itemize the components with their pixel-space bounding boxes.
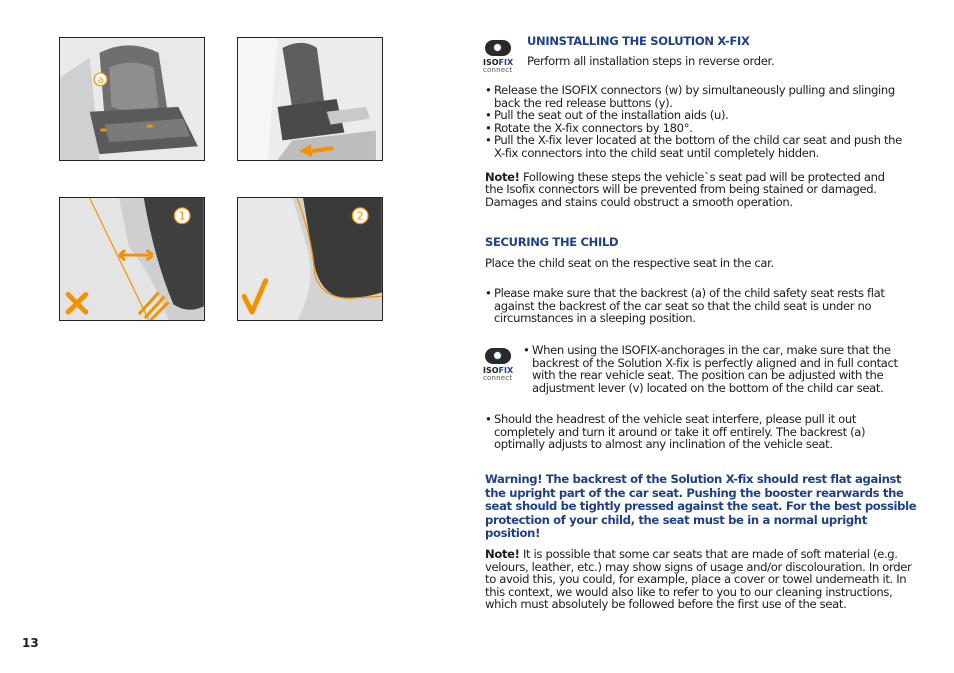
note-label: Note! <box>485 169 520 184</box>
figure-label-1: 1 <box>178 209 186 223</box>
securing-intro: Place the child seat on the respective seat in the car. <box>485 255 774 270</box>
figure-label-2: 2 <box>356 209 364 223</box>
logo-text-connect: connect <box>483 374 513 382</box>
isofix-connect-logo <box>483 348 517 382</box>
logo-text-iso: ISO <box>483 366 499 375</box>
note-text: It is possible that some car seats that are made of soft material (e.g. velours, leather, etc.) may show signs of usage and/or discolouration. In order to avoid this, you could, for example, place a cover or towel underneath it. In this context, we would also like to refer to you to our cleaning instructions, which must absolutely be followed before the first use of the seat. <box>485 547 912 612</box>
list-item: • Release the ISOFIX connectors (w) by simultaneously pulling and slinging back the red release buttons (y). <box>485 84 905 109</box>
figure-label-a: a <box>97 74 104 86</box>
page-number: 13 <box>22 636 39 650</box>
securing-heading: SECURING THE CHILD <box>485 235 619 249</box>
figure-pull-seat <box>237 37 383 161</box>
list-item: • Pull the seat out of the installation aids (u). <box>485 109 905 122</box>
logo-text-connect: connect <box>483 66 513 74</box>
figure-correct-position <box>237 197 383 321</box>
logo-text-fix: FIX <box>498 58 514 67</box>
figure-seat-backrest <box>59 37 205 161</box>
list-item: • When using the ISOFIX-anchorages in the car, make sure that the backrest of the Solution X-fix is perfectly aligned and in full contact with the rear vehicle seat. The position can be adjusted with the adjustment lever (v) located on the bottom of the child car seat. <box>523 344 908 394</box>
logo-text-fix: FIX <box>498 366 514 375</box>
note-label: Note! <box>485 547 520 561</box>
securing-note <box>485 548 921 611</box>
uninstall-note <box>485 171 905 209</box>
figure-wrong-position <box>59 197 205 321</box>
uninstall-intro: Perform all installation steps in reverse order. <box>527 53 775 68</box>
note-text: Following these steps the vehicle`s seat pad will be protected and the Isofix connectors will be prevented from being stained or damaged. Damages and stains could obstruct a smooth operation. <box>485 169 885 209</box>
list-item: • Rotate the X-fix connectors by 180°. <box>485 122 905 135</box>
uninstall-heading: UNINSTALLING THE SOLUTION X-FIX <box>527 34 750 48</box>
list-item: • Pull the X-fix lever located at the bottom of the child car seat and push the X-fix connectors into the child seat until completely hidden. <box>485 134 905 159</box>
isofix-connect-logo <box>483 40 517 74</box>
list-item: • Please make sure that the backrest (a) of the child safety seat rests flat against the backrest of the car seat so that the child seat is under no circumstances in a sleeping position. <box>485 287 895 325</box>
uninstall-steps <box>485 84 905 160</box>
logo-text-iso: ISO <box>483 58 499 67</box>
list-item: • Should the headrest of the vehicle seat interfere, please pull it out completely and turn it around or take it off entirely. The backrest (a) optimally adjusts to almost any inclination of the vehicle seat. <box>485 413 885 451</box>
warning-text: Warning! The backrest of the Solution X-fix should rest flat against the upright part of the car seat. Pushing the booster rearwards the seat should be tightly pressed against the seat. For the best possible protection of your child, the seat must be in a normal upright position! <box>485 472 917 541</box>
